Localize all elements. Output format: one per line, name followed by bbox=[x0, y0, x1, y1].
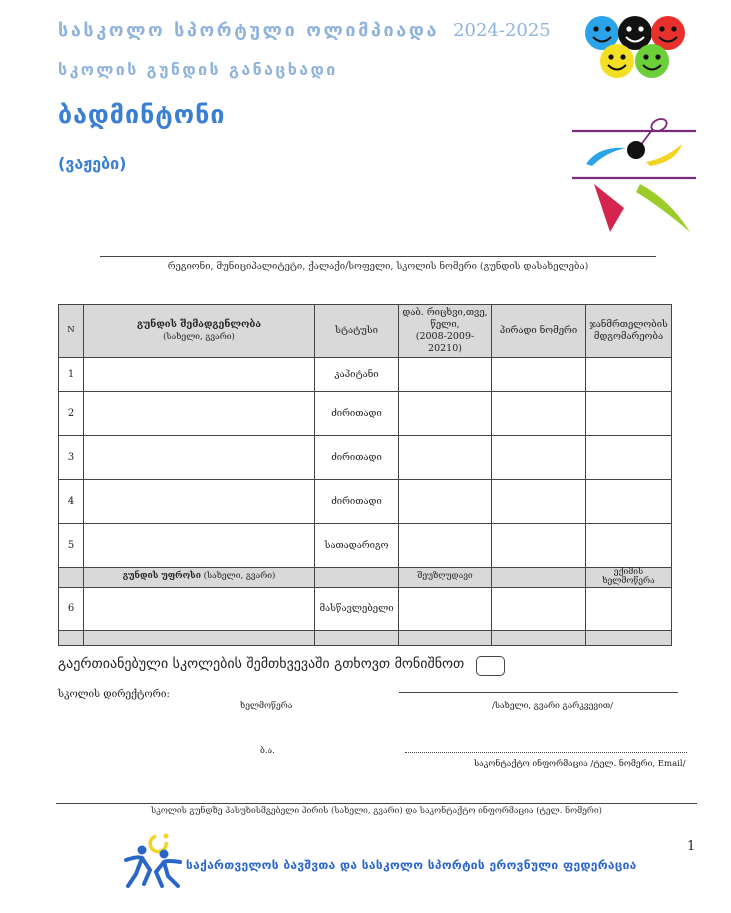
footer-cell bbox=[84, 630, 315, 645]
table-row bbox=[59, 357, 672, 391]
header-birth-date bbox=[399, 305, 492, 358]
gender-category: (ვაჟები) bbox=[58, 154, 127, 173]
contact-info-caption: საკონტაქტო ინფორმაცია /ტელ. ნომერი, Email/ bbox=[474, 759, 686, 769]
personal-number-cell[interactable] bbox=[492, 391, 586, 435]
status-cell: ძირითადი bbox=[315, 435, 399, 479]
header-birth-years: (2008-2009-20210) bbox=[415, 330, 475, 354]
health-cell[interactable] bbox=[586, 357, 672, 391]
row-number: 1 bbox=[59, 357, 84, 391]
footer-cell bbox=[59, 630, 84, 645]
row-number: 2 bbox=[59, 391, 84, 435]
region-caption: რეგიონი, მუნიციპალიტეტი, ქალაქი/სოფელი, სკოლის ნომერი (გუნდის დასახელება) bbox=[167, 261, 589, 272]
leader-label-cell bbox=[84, 567, 315, 587]
birth-date-cell[interactable] bbox=[399, 523, 492, 567]
player-name-cell[interactable] bbox=[84, 357, 315, 391]
leader-note: შეუზღუდავი bbox=[399, 567, 492, 587]
team-leader-header-row bbox=[59, 567, 672, 587]
status-cell: სათადარიგო bbox=[315, 523, 399, 567]
responsible-person-line[interactable] bbox=[56, 803, 697, 804]
personal-number-cell[interactable] bbox=[492, 435, 586, 479]
personal-number-cell[interactable] bbox=[492, 523, 586, 567]
olympiad-title bbox=[58, 20, 551, 41]
health-cell[interactable] bbox=[586, 523, 672, 567]
health-cell[interactable] bbox=[586, 391, 672, 435]
row-number: 5 bbox=[59, 523, 84, 567]
director-signature-label: ხელმოწერა bbox=[240, 701, 293, 711]
doctor-signature-label bbox=[586, 567, 672, 587]
doctor-signature-cell[interactable] bbox=[586, 587, 672, 630]
page-number: 1 bbox=[687, 839, 696, 854]
birth-date-cell[interactable] bbox=[399, 479, 492, 523]
status-cell: მასწავლებელი bbox=[315, 587, 399, 630]
header-composition-label: გუნდის შემადგენლობა bbox=[137, 318, 261, 330]
leader-label: გუნდის უფროსი bbox=[122, 571, 201, 582]
leader-field-cell[interactable] bbox=[399, 587, 492, 630]
footer-cell bbox=[586, 630, 672, 645]
personal-number-cell[interactable] bbox=[492, 357, 586, 391]
sport-title: ბადმინტონი bbox=[58, 100, 226, 129]
federation-logo bbox=[122, 830, 184, 892]
leader-personal-number-cell[interactable] bbox=[492, 587, 586, 630]
director-name-line[interactable] bbox=[399, 692, 678, 693]
footer-cell bbox=[315, 630, 399, 645]
header-composition bbox=[84, 305, 315, 358]
birth-date-cell[interactable] bbox=[399, 357, 492, 391]
leader-name-cell[interactable] bbox=[84, 587, 315, 630]
birth-date-cell[interactable] bbox=[399, 435, 492, 479]
footer-cell bbox=[492, 630, 586, 645]
director-name-caption: /სახელი, გვარი გარკვევით/ bbox=[492, 701, 614, 711]
team-roster-table bbox=[58, 304, 672, 646]
row-number: 3 bbox=[59, 435, 84, 479]
leader-label-sub: (სახელი, გვარი) bbox=[203, 571, 276, 582]
header-birth-label: დაბ. რიცხვი,თვე, წელი, bbox=[402, 307, 488, 330]
header-number: N bbox=[59, 305, 84, 358]
olympiad-year: 2024-2025 bbox=[453, 20, 551, 41]
player-name-cell[interactable] bbox=[84, 479, 315, 523]
united-schools-checkbox[interactable] bbox=[476, 656, 505, 676]
player-name-cell[interactable] bbox=[84, 523, 315, 567]
health-cell[interactable] bbox=[586, 435, 672, 479]
header-status: სტატუსი bbox=[315, 305, 399, 358]
footer-cell bbox=[399, 630, 492, 645]
header-health: ჯანმრთელობის მდგომარეობა bbox=[586, 305, 672, 358]
status-cell: კაპიტანი bbox=[315, 357, 399, 391]
leader-personal-empty bbox=[492, 567, 586, 587]
olympiad-title-text: სასკოლო სპორტული ოლიმპიადა bbox=[58, 20, 440, 41]
contact-info-line[interactable] bbox=[405, 752, 687, 753]
smiley-faces-logo bbox=[584, 14, 686, 80]
seal-label: ბ.ა. bbox=[260, 746, 275, 756]
table-row bbox=[59, 391, 672, 435]
table-row bbox=[59, 587, 672, 630]
status-cell: ძირითადი bbox=[315, 479, 399, 523]
header-composition-sub: (სახელი, გვარი) bbox=[163, 331, 235, 342]
table-row bbox=[59, 435, 672, 479]
smiley-green bbox=[635, 44, 669, 78]
leader-status-empty bbox=[315, 567, 399, 587]
doctor-signature-b: ხელმოწერა bbox=[602, 576, 655, 586]
doctor-signature-a: ექიმის bbox=[613, 566, 644, 577]
region-underline bbox=[100, 256, 656, 257]
table-footer-row bbox=[59, 630, 672, 645]
health-cell[interactable] bbox=[586, 479, 672, 523]
table-row bbox=[59, 523, 672, 567]
status-cell: ძირითადი bbox=[315, 391, 399, 435]
player-name-cell[interactable] bbox=[84, 435, 315, 479]
personal-number-cell[interactable] bbox=[492, 479, 586, 523]
smiley-yellow bbox=[600, 44, 634, 78]
table-header-row bbox=[59, 305, 672, 358]
united-schools-label: გაერთიანებული სკოლების შემთხვევაში გთხოვთ მონიშნოთ bbox=[58, 656, 465, 672]
director-label: სკოლის დირექტორი: bbox=[58, 689, 170, 700]
leader-empty-cell bbox=[59, 567, 84, 587]
player-name-cell[interactable] bbox=[84, 391, 315, 435]
birth-date-cell[interactable] bbox=[399, 391, 492, 435]
badminton-pictogram bbox=[566, 108, 702, 236]
application-title: სკოლის გუნდის განაცხადი bbox=[58, 60, 338, 79]
federation-name: საქართველოს ბავშვთა და სასკოლო სპორტის ეროვნული ფედერაცია bbox=[186, 858, 637, 872]
row-number: 4 bbox=[59, 479, 84, 523]
header-personal-number: პირადი ნომერი bbox=[492, 305, 586, 358]
responsible-person-caption: სკოლის გუნდზე პასუხისმგებელი პირის (სახელი, გვარი) და საკონტაქტო ინფორმაცია (ტელ. ნომერი) bbox=[151, 806, 602, 816]
row-number: 6 bbox=[59, 587, 84, 630]
table-row bbox=[59, 479, 672, 523]
